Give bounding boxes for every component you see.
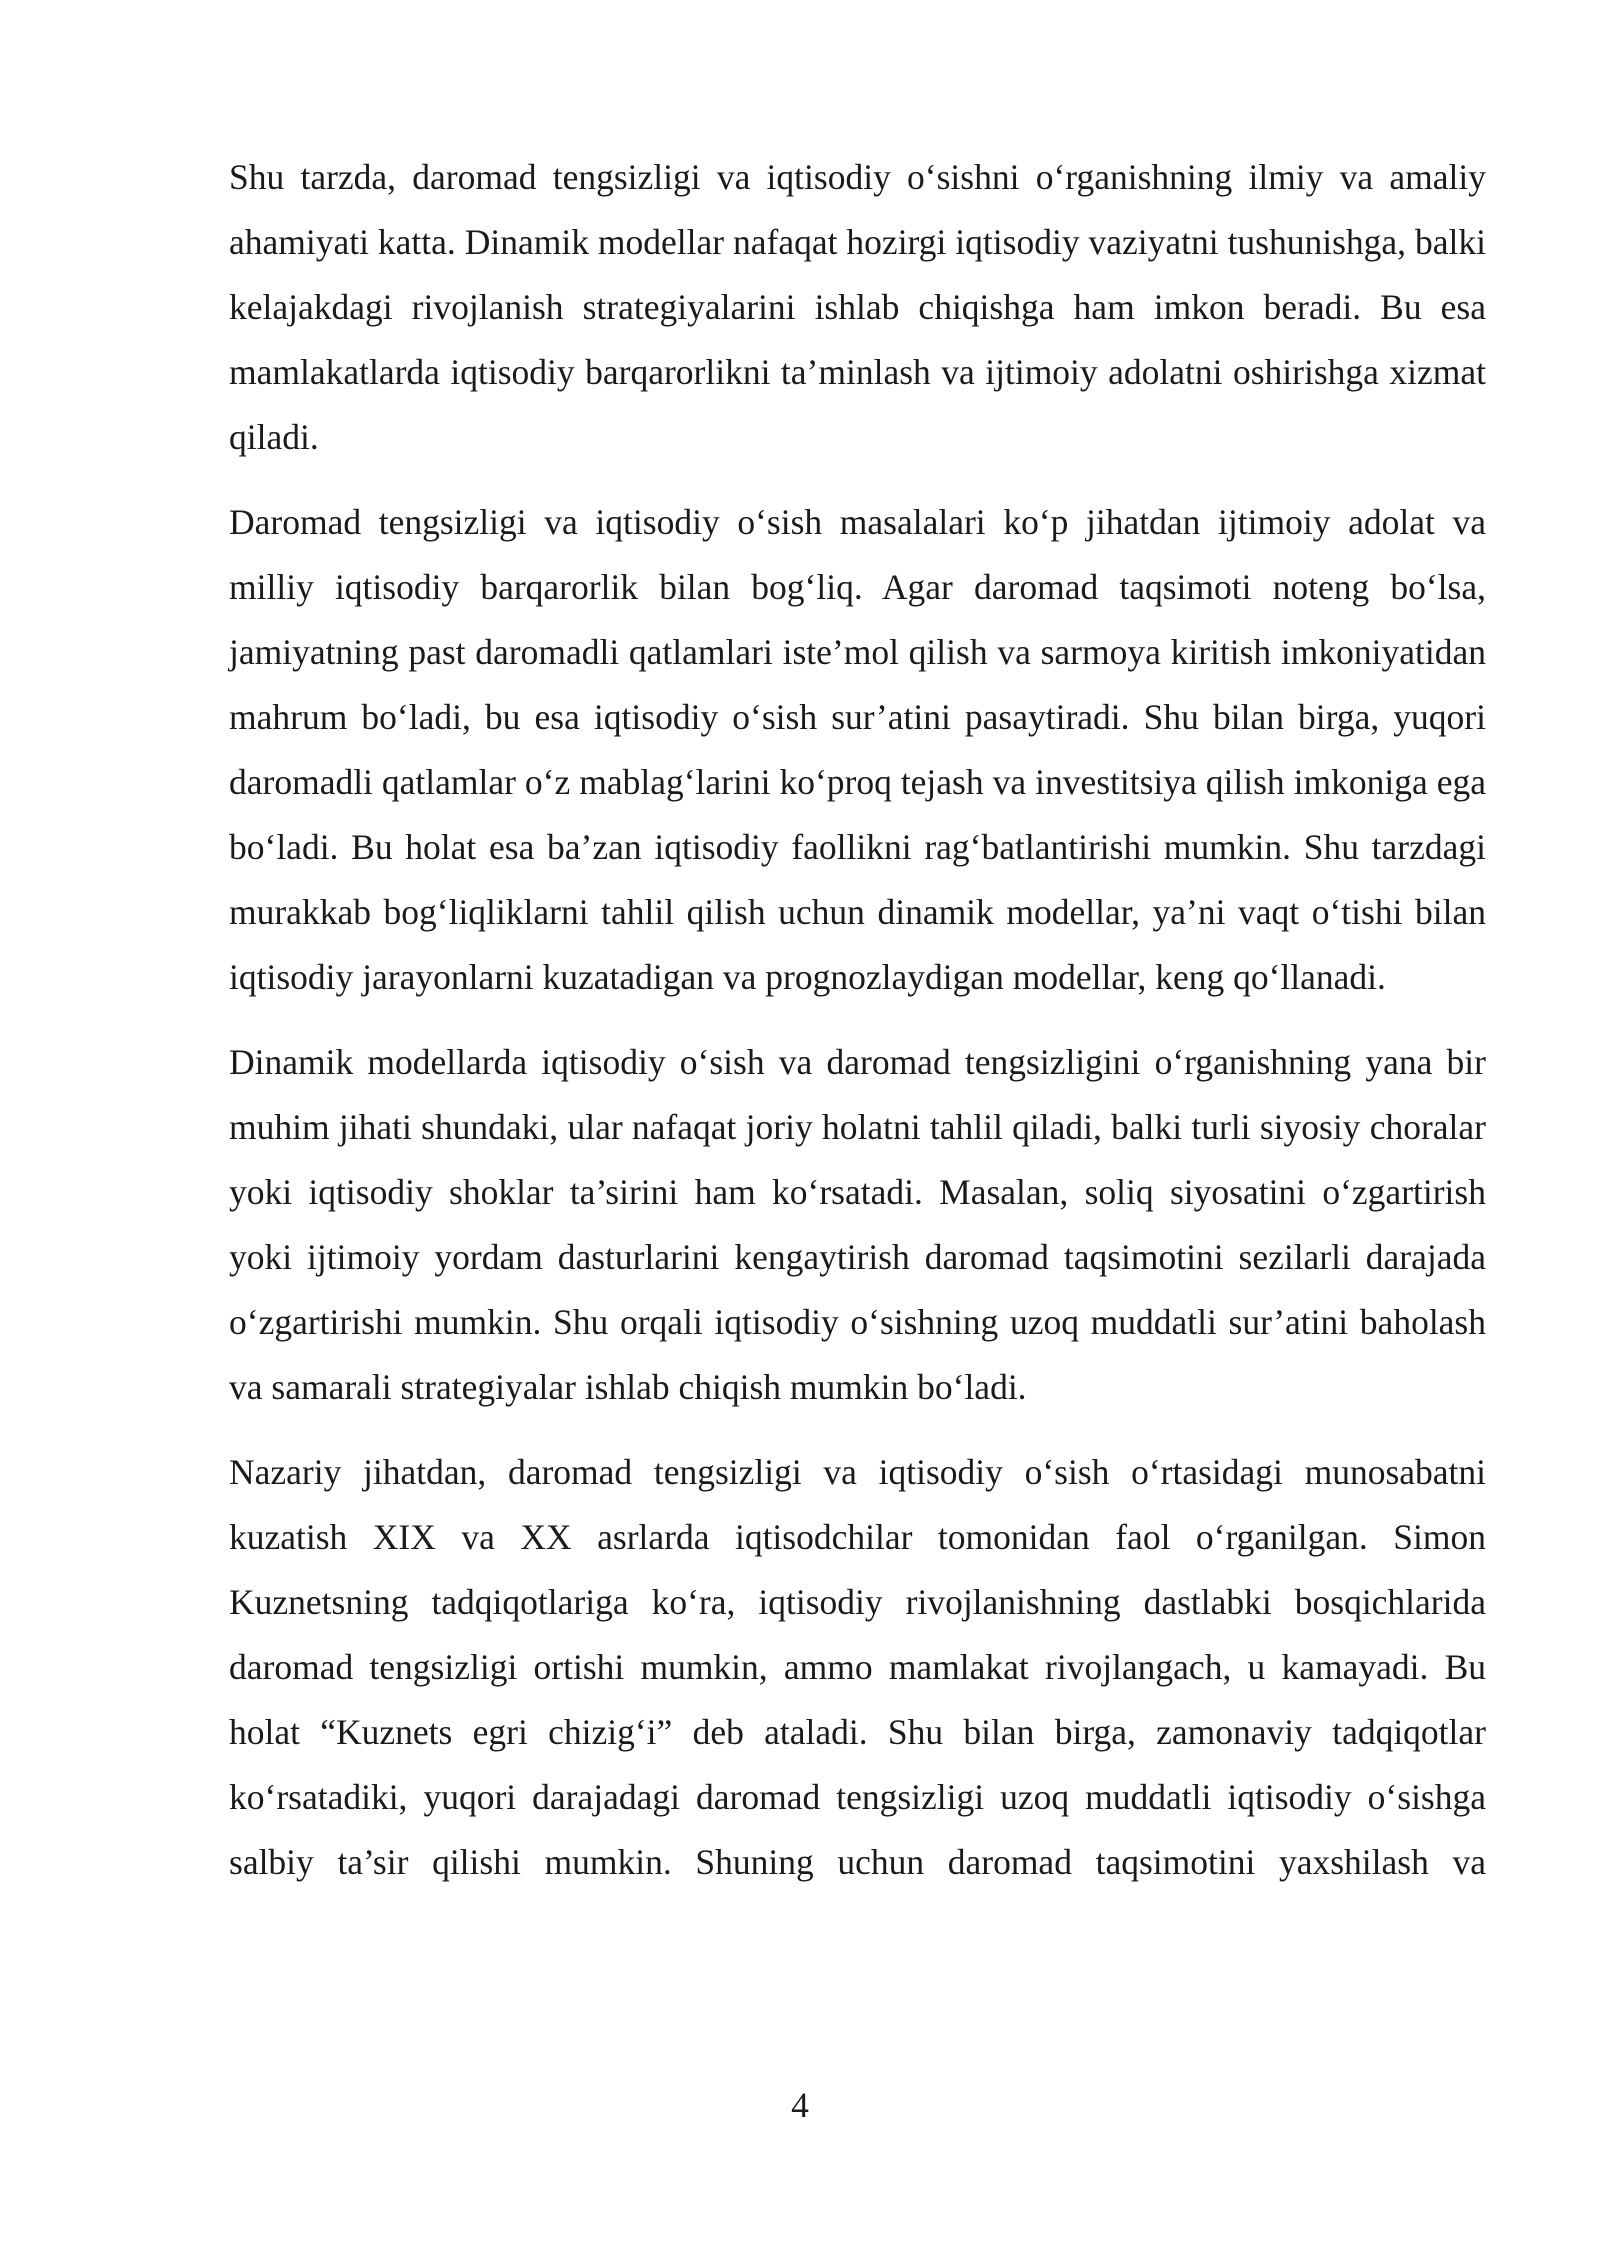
paragraph-1: Shu tarzda, daromad tengsizligi va iqtisodiy o‘sishni o‘rganishning ilmiy va amaliy ahamiyati katta. Dinamik modellar nafaqat hozirgi iqtisodiy vaziyatni tushunishga, balki kelajakdagi rivojlanish strategiyalarini ishlab chiqishga ham imkon beradi. Bu esa mamlakatlarda iqtisodiy barqarorlikni ta’minlash va ijtimoiy adolatni oshirishga xizmat qiladi. xyxy=(229,157,1486,457)
body-text xyxy=(229,145,1486,1915)
paragraph-3: Dinamik modellarda iqtisodiy o‘sish va daromad tengsizligini o‘rganishning yana bir muhim jihati shundaki, ular nafaqat joriy holatni tahlil qiladi, balki turli siyosiy choralar yoki iqtisodiy shoklar ta’sirini ham ko‘rsatadi. Masalan, soliq siyosatini o‘zgartirish yoki ijtimoiy yordam dasturlarini kengaytirish daromad taqsimotini sezilarli darajada o‘zgartirishi mumkin. Shu orqali iqtisodiy o‘sishning uzoq muddatli sur’atini baholash va samarali strategiyalar ishlab chiqish mumkin bo‘ladi. xyxy=(229,1042,1486,1407)
paragraph-2: Daromad tengsizligi va iqtisodiy o‘sish masalalari ko‘p jihatdan ijtimoiy adolat va milliy iqtisodiy barqarorlik bilan bog‘liq. Agar daromad taqsimoti noteng bo‘lsa, jamiyatning past daromadli qatlamlari iste’mol qilish va sarmoya kiritish imkoniyatidan mahrum bo‘ladi, bu esa iqtisodiy o‘sish sur’atini pasaytiradi. Shu bilan birga, yuqori daromadli qatlamlar o‘z mablag‘larini ko‘proq tejash va investitsiya qilish imkoniga ega bo‘ladi. Bu holat esa ba’zan iqtisodiy faollikni rag‘batlantirishi mumkin. Shu tarzdagi murakkab bog‘liqliklarni tahlil qilish uchun dinamik modellar, ya’ni vaqt o‘tishi bilan iqtisodiy jarayonlarni kuzatadigan va prognozlaydigan modellar, keng qo‘llanadi. xyxy=(229,502,1486,997)
paragraph-4: Nazariy jihatdan, daromad tengsizligi va iqtisodiy o‘sish o‘rtasidagi munosabatni kuzatish XIX va XX asrlarda iqtisodchilar tomonidan faol o‘rganilgan. Simon Kuznetsning tadqiqotlariga ko‘ra, iqtisodiy rivojlanishning dastlabki bosqichlarida daromad tengsizligi ortishi mumkin, ammo mamlakat rivojlangach, u kamayadi. Bu holat “Kuznets egri chizig‘i” deb ataladi. Shu bilan birga, zamonaviy tadqiqotlar ko‘rsatadiki, yuqori darajadagi daromad tengsizligi uzoq muddatli iqtisodiy o‘sishga salbiy ta’sir qilishi mumkin. Shuning uchun daromad taqsimotini yaxshilash va xyxy=(229,1452,1486,1882)
page-number: 4 xyxy=(791,2085,809,2125)
